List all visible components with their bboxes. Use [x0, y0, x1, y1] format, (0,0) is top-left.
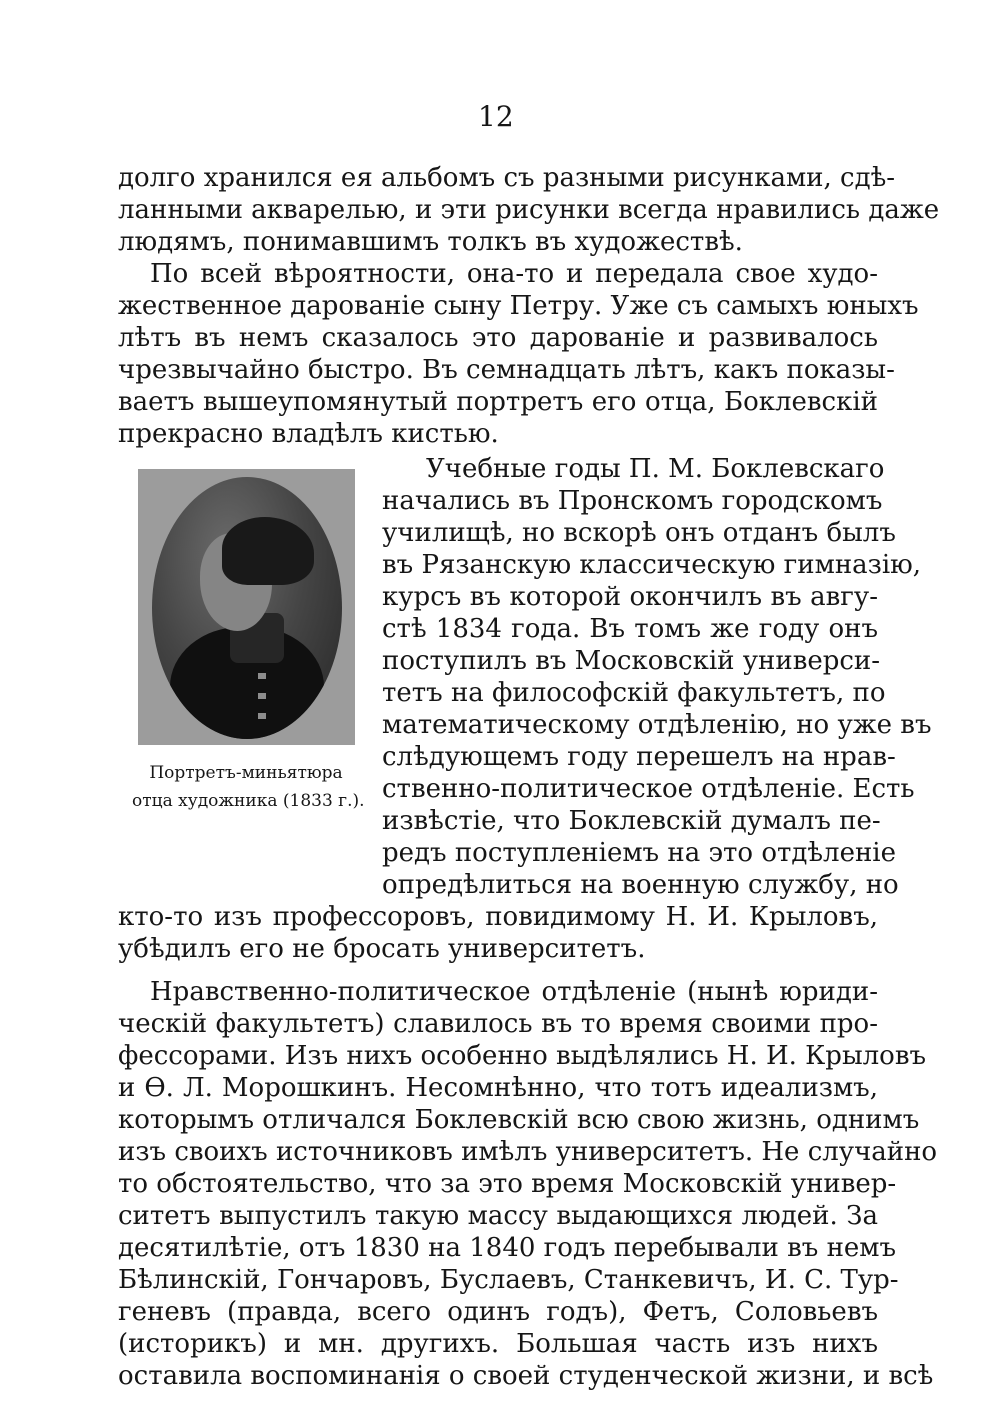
- text-line-content: жественное дарованіе сыну Петру. Уже съ самыхъ юныхъ: [118, 291, 919, 321]
- text-line-content: редъ поступленіемъ на это отдѣленіе: [382, 838, 896, 868]
- figure-caption-line-2: отца художника (1833 г.).: [132, 791, 365, 811]
- text-line-content: опредѣлиться на военную службу, но: [382, 870, 899, 900]
- text-line: [118, 1104, 920, 1136]
- text-line: [118, 322, 878, 354]
- text-line-content: ситетъ выпустилъ такую массу выдающихся людей. За: [118, 1201, 878, 1231]
- text-line-content: ваетъ вышеупомянутый портретъ его отца, Боклевскій: [118, 387, 878, 417]
- text-line: [426, 453, 885, 485]
- text-line-content: убѣдилъ его не бросать университетъ.: [118, 934, 646, 964]
- portrait-image: [138, 469, 355, 745]
- text-line: [118, 1168, 897, 1200]
- portrait-hair: [222, 517, 314, 585]
- text-line: [382, 837, 896, 869]
- page-number: 12: [478, 100, 514, 133]
- text-line: [382, 709, 932, 741]
- text-line: [118, 1136, 938, 1168]
- text-line: [118, 290, 919, 322]
- text-line: [150, 258, 878, 290]
- text-line-content: ческій факультетъ) славилось въ то время своими про-: [118, 1009, 878, 1039]
- text-line: [118, 1232, 897, 1264]
- text-line-content: училищѣ, но вскорѣ онъ отданъ былъ: [382, 518, 896, 548]
- text-line: [118, 1072, 878, 1104]
- text-line: [118, 226, 878, 258]
- text-line: [118, 933, 878, 965]
- text-line-content: долго хранился ея альбомъ съ разными рисунками, сдѣ-: [118, 163, 896, 193]
- text-line-content: слѣдующемъ году перешелъ на нрав-: [382, 742, 896, 772]
- text-line: [382, 581, 878, 613]
- text-line: [118, 901, 878, 933]
- text-line-content: По всей вѣроятности, она-то и передала свое худо-: [150, 259, 878, 289]
- text-line-content: фессорами. Изъ нихъ особенно выдѣлялись Н. И. Крыловъ: [118, 1041, 926, 1071]
- text-line-content: лѣтъ въ немъ сказалось это дарованіе и развивалось: [118, 323, 878, 353]
- text-line: [382, 645, 881, 677]
- text-line-content: ственно-политическое отдѣленіе. Есть: [382, 774, 915, 804]
- text-line: [118, 1200, 878, 1232]
- text-line: [118, 162, 896, 194]
- text-line-content: чрезвычайно быстро. Въ семнадцать лѣтъ, какъ показы-: [118, 355, 895, 385]
- text-line-content: Учебные годы П. М. Боклевскаго: [426, 454, 885, 484]
- text-line-content: людямъ, понимавшимъ толкъ въ художествѣ.: [118, 227, 743, 257]
- text-line: [382, 549, 922, 581]
- text-line: [382, 773, 915, 805]
- text-line-content: то обстоятельство, что за это время Московскій универ-: [118, 1169, 897, 1199]
- text-line-content: тетъ на философскій факультетъ, по: [382, 678, 886, 708]
- text-line: [118, 194, 940, 226]
- text-line-content: математическому отдѣленію, но уже въ: [382, 710, 932, 740]
- text-line: [118, 418, 878, 450]
- text-line: [118, 1360, 934, 1392]
- text-line: [118, 1008, 878, 1040]
- text-line-content: и Ѳ. Л. Морошкинъ. Несомнѣнно, что тотъ идеализмъ,: [118, 1073, 878, 1103]
- text-line-content: стѣ 1834 года. Въ томъ же году онъ: [382, 614, 878, 644]
- text-line-content: десятилѣтіе, отъ 1830 на 1840 годъ перебывали въ немъ: [118, 1233, 897, 1263]
- text-line-content: извѣстіе, что Боклевскій думалъ пе-: [382, 806, 881, 836]
- text-line-content: которымъ отличался Боклевскій всю свою жизнь, однимъ: [118, 1105, 920, 1135]
- portrait-oval: [152, 477, 342, 739]
- text-line-content: въ Рязанскую классическую гимназію,: [382, 550, 922, 580]
- figure-caption-line-1: Портретъ-миньятюра: [149, 763, 343, 783]
- text-line: [118, 354, 895, 386]
- text-line: [382, 485, 883, 517]
- text-line: [382, 741, 896, 773]
- text-line-content: оставила воспоминанія о своей студенческой жизни, и всѣ: [118, 1361, 934, 1391]
- text-line: [382, 677, 886, 709]
- text-line-content: прекрасно владѣлъ кистью.: [118, 419, 499, 449]
- text-line: [382, 517, 896, 549]
- text-line-content: Нравственно-политическое отдѣленіе (нынѣ юриди-: [150, 977, 878, 1007]
- text-line-content: ланными акварелью, и эти рисунки всегда нравились даже: [118, 195, 940, 225]
- text-line-content: поступилъ въ Московскій универси-: [382, 646, 881, 676]
- text-line: [382, 613, 878, 645]
- text-line-content: начались въ Пронскомъ городскомъ: [382, 486, 883, 516]
- portrait-buttons: [258, 673, 266, 731]
- text-line: [118, 386, 878, 418]
- text-line-content: (историкъ) и мн. другихъ. Большая часть изъ нихъ: [118, 1329, 878, 1359]
- text-line: [118, 1296, 878, 1328]
- text-line-content: Бѣлинскій, Гончаровъ, Буслаевъ, Станкевичъ, И. С. Тур-: [118, 1265, 899, 1295]
- text-line-content: изъ своихъ источниковъ имѣлъ университетъ. Не случайно: [118, 1137, 938, 1167]
- text-line: [150, 976, 878, 1008]
- text-line-content: курсъ въ которой окончилъ въ авгу-: [382, 582, 878, 612]
- text-line: [382, 869, 899, 901]
- text-line: [118, 1040, 926, 1072]
- text-line-content: кто-то изъ профессоровъ, повидимому Н. И. Крыловъ,: [118, 902, 878, 932]
- text-line: [118, 1264, 899, 1296]
- text-line: [382, 805, 881, 837]
- text-line-content: геневъ (правда, всего одинъ годъ), Фетъ, Соловьевъ: [118, 1297, 878, 1327]
- text-line: [118, 1328, 878, 1360]
